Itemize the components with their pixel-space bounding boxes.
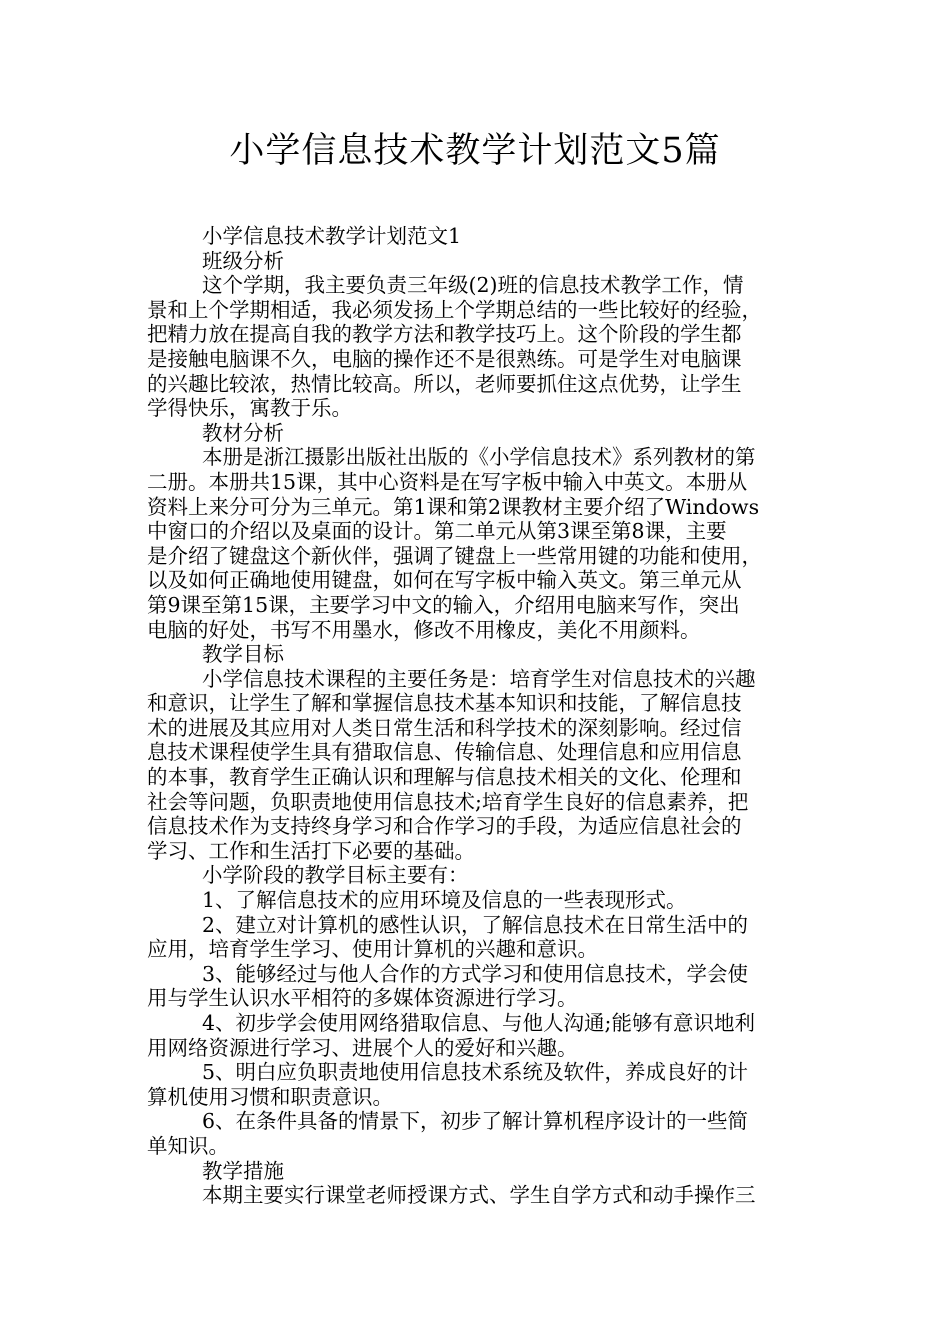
text-line: 本期主要实行课堂老师授课方式、学生自学方式和动手操作三	[202, 1183, 756, 1208]
text-line: 这个学期，我主要负责三年级(2)班的信息技术教学工作，情	[202, 273, 744, 298]
text-line: 用与学生认识水平相符的多媒体资源进行学习。	[147, 986, 578, 1011]
text-line: 景和上个学期相适，我必须发扬上个学期总结的一些比较好的经验，	[147, 297, 762, 322]
text-line: 资料上来分可分为三单元。第1课和第2课教材主要介绍了Windows	[147, 494, 760, 519]
text-line: 单知识。	[147, 1133, 229, 1158]
text-line: 电脑的好处，书写不用墨水，修改不用橡皮，美化不用颜料。	[147, 617, 701, 642]
document-body	[147, 224, 807, 1208]
text-line: 小学阶段的教学目标主要有：	[202, 863, 469, 888]
text-line: 本册是浙江摄影出版社出版的《小学信息技术》系列教材的第	[202, 445, 756, 470]
text-line: 小学信息技术教学计划范文1	[202, 224, 462, 248]
text-line: 以及如何正确地使用键盘，如何在写字板中输入英文。第三单元从	[147, 568, 742, 593]
text-line: 应用，培育学生学习、使用计算机的兴趣和意识。	[147, 937, 598, 962]
text-line: 班级分析	[202, 248, 284, 273]
text-line: 2、建立对计算机的感性认识，了解信息技术在日常生活中的	[202, 912, 749, 937]
text-line: 小学信息技术课程的主要任务是：培育学生对信息技术的兴趣	[202, 666, 756, 691]
document-title: 小学信息技术教学计划范文5篇	[229, 131, 721, 171]
text-line: 社会等问题，负职责地使用信息技术;培育学生良好的信息素养，把	[147, 789, 749, 814]
text-line: 5、明白应负职责地使用信息技术系统及软件，养成良好的计	[202, 1060, 749, 1085]
text-line: 1、了解信息技术的应用环境及信息的一些表现形式。	[202, 888, 687, 913]
text-line: 的兴趣比较浓，热情比较高。所以，老师要抓住这点优势，让学生	[147, 371, 742, 396]
text-line: 把精力放在提高自我的教学方法和教学技巧上。这个阶段的学生都	[147, 322, 742, 347]
text-line: 学得快乐，寓教于乐。	[147, 396, 352, 421]
text-line: 4、初步学会使用网络猎取信息、与他人沟通;能够有意识地利	[202, 1011, 755, 1035]
text-line: 和意识，让学生了解和掌握信息技术基本知识和技能，了解信息技	[147, 691, 742, 716]
text-line: 教学目标	[202, 642, 284, 667]
text-line: 的本事，教育学生正确认识和理解与信息技术相关的文化、伦理和	[147, 765, 742, 790]
text-line: 学习、工作和生活打下必要的基础。	[147, 838, 475, 863]
text-line: 6、在条件具备的情景下，初步了解计算机程序设计的一些简	[202, 1109, 749, 1134]
text-line: 是接触电脑课不久，电脑的操作还不是很熟练。可是学生对电脑课	[147, 346, 742, 371]
text-line: 信息技术作为支持终身学习和合作学习的手段，为适应信息社会的	[147, 814, 742, 839]
text-line: 第9课至第15课，主要学习中文的输入，介绍用电脑来写作，突出	[147, 592, 740, 617]
text-line: 术的进展及其应用对人类日常生活和科学技术的深刻影响。经过信	[147, 715, 742, 740]
text-line: 算机使用习惯和职责意识。	[147, 1084, 393, 1109]
text-line: 是介绍了键盘这个新伙伴，强调了键盘上一些常用键的功能和使用，	[147, 543, 762, 568]
text-line: 教学措施	[202, 1158, 284, 1183]
text-line: 教材分析	[202, 420, 284, 445]
text-line: 二册。本册共15课，其中心资料是在写字板中输入中英文。本册从	[147, 469, 748, 494]
text-line: 息技术课程使学生具有猎取信息、传输信息、处理信息和应用信息	[147, 740, 742, 765]
text-line: 中窗口的介绍以及桌面的设计。第二单元从第3课至第8课，主要	[147, 519, 727, 544]
text-line: 用网络资源进行学习、进展个人的爱好和兴趣。	[147, 1035, 578, 1060]
text-line: 3、能够经过与他人合作的方式学习和使用信息技术，学会使	[202, 961, 749, 986]
